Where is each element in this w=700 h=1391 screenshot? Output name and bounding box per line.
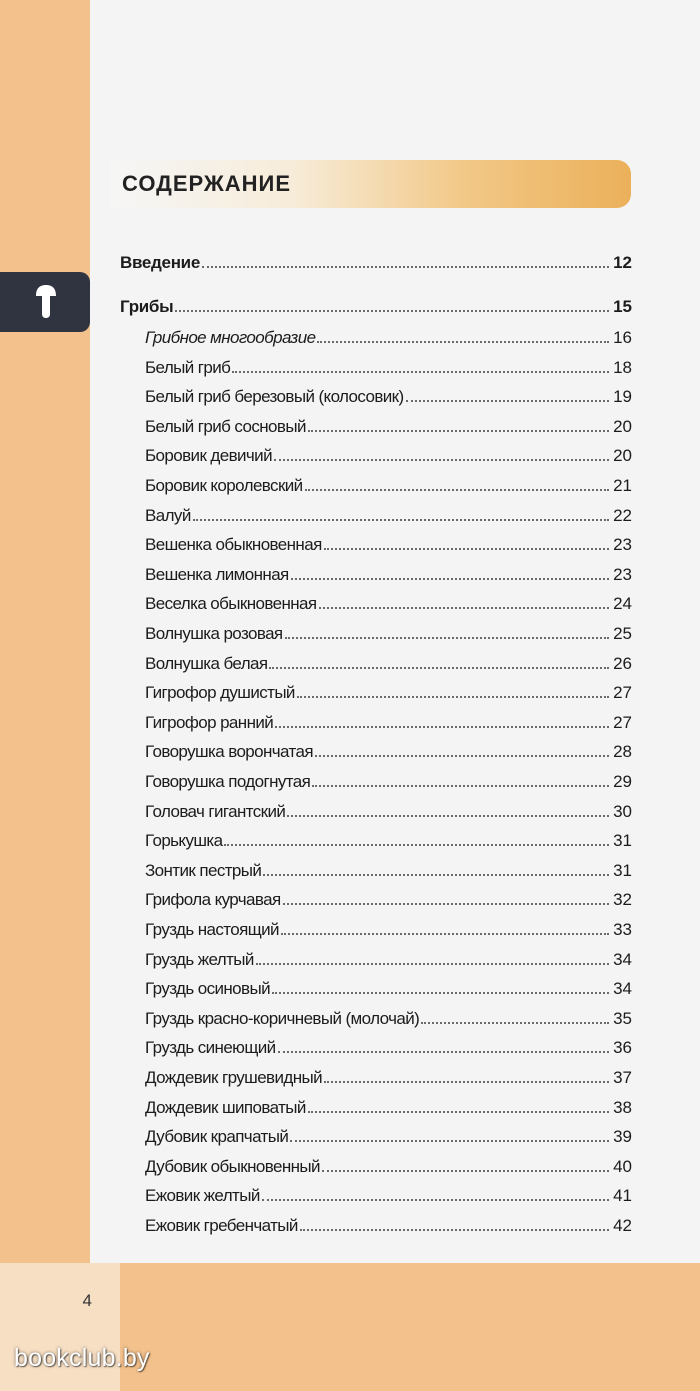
dot-leader [308, 430, 609, 432]
dot-leader [272, 992, 609, 994]
toc-entry-title: Зонтик пестрый [145, 860, 262, 880]
toc-entry-title: Говорушка подогнутая [145, 772, 311, 791]
toc-entry-title: Дождевик шиповатый [145, 1097, 306, 1117]
toc-entry-page: 42 [613, 1216, 632, 1235]
toc-entry-title: Груздь осиновый [145, 979, 270, 999]
toc-entry-title: Говорушка ворончатая [145, 742, 313, 762]
toc-entry-title: Веселка обыкновенная [145, 594, 317, 614]
toc-row [145, 529, 632, 555]
toc-entry-page: 34 [613, 949, 632, 969]
dot-leader [175, 310, 609, 312]
toc-row [145, 440, 632, 466]
dot-leader [275, 726, 609, 728]
toc-row [145, 1032, 632, 1058]
dot-leader [262, 1199, 609, 1201]
toc-entry-title: Введение [120, 253, 200, 272]
toc-entry-title: Груздь желтый [145, 949, 254, 969]
toc-row [145, 707, 632, 733]
toc-entry-title: Груздь красно-коричневый (молочай) [145, 1008, 420, 1028]
dot-leader [308, 1111, 609, 1113]
toc-row [145, 381, 632, 407]
toc-entry-title: Гигрофор душистый [145, 683, 295, 703]
toc-row [145, 618, 632, 644]
toc-entry-title: Дождевик грушевидный [145, 1068, 323, 1087]
toc-entry-page: 32 [613, 890, 632, 910]
toc-entry-page: 36 [613, 1038, 632, 1058]
toc-entry-page: 34 [613, 979, 632, 999]
toc-entry-title: Дубовик обыкновенный [145, 1156, 320, 1176]
toc-entry-title: Вешенка лимонная [145, 564, 289, 584]
toc-entry-title: Грифола курчавая [145, 890, 281, 910]
toc-entry-title: Белый гриб [145, 357, 231, 377]
dot-leader [324, 548, 609, 550]
toc-row [145, 944, 632, 970]
toc-row [145, 470, 632, 496]
toc-entry-page: 15 [613, 297, 632, 316]
dot-leader [322, 1170, 609, 1172]
dot-leader [278, 1051, 610, 1053]
toc-row [145, 352, 632, 378]
toc-entry-title: Волнушка розовая [145, 624, 283, 643]
toc-entry-page: 18 [613, 357, 632, 377]
toc-entry-page: 29 [613, 772, 632, 791]
toc-row [145, 796, 632, 822]
toc-entry-title: Вешенка обыкновенная [145, 535, 322, 555]
toc-row [145, 1121, 632, 1147]
toc-entry-title: Ежовик желтый [145, 1186, 260, 1206]
toc-entry-page: 37 [613, 1068, 632, 1087]
toc-entry-page: 23 [613, 564, 632, 584]
dot-leader [291, 578, 609, 580]
toc-entry-title: Горькушка [145, 831, 223, 851]
toc-row [145, 1180, 632, 1206]
toc-entry-page: 30 [613, 801, 632, 821]
toc-row [145, 1092, 632, 1118]
toc-row [120, 247, 632, 273]
toc-entry-page: 39 [613, 1127, 632, 1147]
toc-entry-page: 25 [613, 624, 632, 643]
toc-row [145, 1003, 632, 1029]
toc-entry-page: 21 [613, 476, 632, 495]
toc-row [145, 677, 632, 703]
toc-entry-page: 27 [613, 712, 632, 732]
toc-entry-page: 20 [613, 416, 632, 436]
dot-leader [287, 815, 609, 817]
toc-row [145, 884, 632, 910]
dot-leader [256, 963, 609, 965]
toc-entry-title: Боровик девичий [145, 446, 272, 466]
toc-row [120, 291, 632, 317]
dot-leader [317, 341, 609, 343]
toc-entry-page: 28 [613, 742, 632, 762]
toc-entry-title: Белый гриб сосновый [145, 416, 306, 436]
dot-leader [324, 1081, 609, 1083]
toc-entry-page: 22 [613, 505, 632, 525]
toc-entry-page: 19 [613, 387, 632, 407]
toc-entry-page: 27 [613, 683, 632, 703]
dot-leader [224, 844, 609, 846]
toc-entry-page: 31 [613, 860, 632, 880]
toc-entry-title: Головач гигантский [145, 801, 286, 821]
dot-leader [202, 266, 609, 268]
toc-row [145, 825, 632, 851]
toc-row [145, 736, 632, 762]
toc-entry-title: Валуй [145, 505, 191, 525]
dot-leader [263, 874, 609, 876]
toc-entry-page: 24 [613, 594, 632, 614]
dot-leader [421, 1022, 609, 1024]
toc-row [145, 914, 632, 940]
dot-leader [305, 489, 610, 491]
toc-entry-title: Белый гриб березовый (колосовик) [145, 387, 404, 407]
dot-leader [193, 519, 609, 521]
toc-entry-title: Волнушка белая [145, 653, 268, 673]
dot-leader [285, 637, 610, 639]
page-title: СОДЕРЖАНИЕ [122, 171, 292, 196]
toc-entry-page: 33 [613, 920, 632, 939]
toc-row [145, 1210, 632, 1236]
dot-leader [290, 1140, 609, 1142]
toc-row [145, 973, 632, 999]
dot-leader [283, 903, 609, 905]
dot-leader [312, 785, 609, 787]
dot-leader [269, 667, 609, 669]
dot-leader [315, 755, 609, 757]
dot-leader [232, 371, 609, 373]
toc-row [145, 322, 632, 348]
toc-row [145, 1062, 632, 1088]
toc-entry-title: Грибы [120, 297, 174, 316]
toc-entry-title: Грибное многообразие [145, 328, 316, 347]
toc-entry-page: 23 [613, 535, 632, 555]
page-number: 4 [82, 1291, 92, 1310]
toc-row [145, 766, 632, 792]
toc-row [145, 855, 632, 881]
watermark: bookclub.by [14, 1344, 150, 1372]
toc-entry-title: Дубовик крапчатый [145, 1127, 289, 1147]
toc-entry-page: 16 [613, 328, 632, 347]
toc-entry-page: 38 [613, 1097, 632, 1117]
toc-entry-title: Груздь синеющий [145, 1038, 276, 1058]
dot-leader [281, 933, 609, 935]
toc-row [145, 1151, 632, 1177]
toc-entry-page: 12 [613, 253, 632, 272]
dot-leader [319, 607, 610, 609]
toc-entry-title: Боровик королевский [145, 476, 303, 495]
toc-entry-page: 31 [613, 831, 632, 851]
dot-leader [274, 459, 609, 461]
toc-entry-page: 40 [613, 1156, 632, 1176]
toc-entry-page: 20 [613, 446, 632, 466]
toc-entry-page: 41 [613, 1186, 632, 1206]
dot-leader [300, 1229, 609, 1231]
toc-entry-title: Гигрофор ранний [145, 712, 274, 732]
toc-entry-page: 26 [613, 653, 632, 673]
toc-row [145, 500, 632, 526]
toc-entry-title: Ежовик гребенчатый [145, 1216, 298, 1235]
dot-leader [297, 696, 609, 698]
toc-row [145, 411, 632, 437]
toc-row [145, 588, 632, 614]
dot-leader [406, 400, 609, 402]
toc-entry-title: Груздь настоящий [145, 920, 279, 939]
toc-row [145, 559, 632, 585]
toc-row [145, 648, 632, 674]
toc-entry-page: 35 [613, 1008, 632, 1028]
